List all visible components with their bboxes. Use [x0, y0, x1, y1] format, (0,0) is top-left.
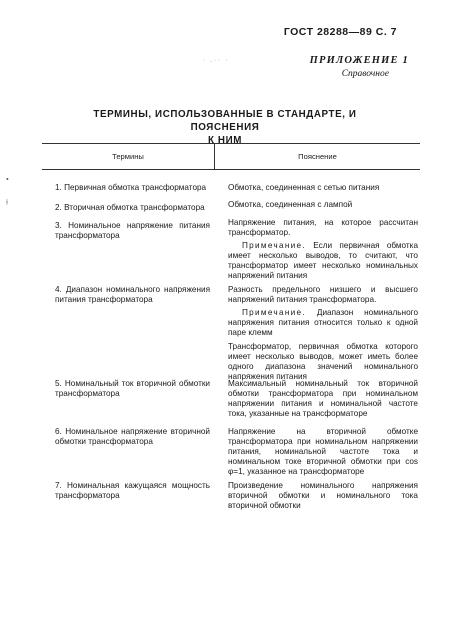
term-5: 5. Номинальный ток вторичной обмотки трансформатора	[55, 379, 210, 398]
page-title-line-1: ТЕРМИНЫ, ИСПОЛЬЗОВАННЫЕ В СТАНДАРТЕ, И ПОЯСНЕНИЯ	[93, 109, 357, 133]
explanation-4: Разность предельного низшего и высшего напряжений питания трансформатора.	[228, 285, 418, 304]
note-1-lead: Примечание.	[242, 241, 306, 250]
term-4: 4. Диапазон номинального напряжения питания трансформатора	[55, 285, 210, 304]
margin-mark: •	[6, 175, 9, 184]
term-1: 1. Первичная обмотка трансформатора	[55, 183, 207, 192]
standard-code: ГОСТ 28288—89 С. 7	[283, 26, 397, 38]
note-2	[228, 308, 418, 338]
note-1-text: Если первичная обмотка имеет несколько выводов, то считают, что трансформатор имеет несколько номинальных напряжений питания	[228, 241, 418, 280]
page-title	[60, 108, 390, 147]
column-header-terms: Термины	[112, 152, 144, 161]
term-7: 7. Номинальная кажущаяся мощность трансформатора	[55, 481, 210, 500]
note-1	[228, 241, 418, 281]
explanation-4b: Трансформатор, первичная обмотка которого имеет несколько выводов, может иметь более одного диапазона значений номинального напряжения питания	[228, 342, 418, 381]
table-top-rule	[42, 143, 420, 144]
explanation-7: Произведение номинального напряжения вторичной обмотки и номинального тока вторичной обмотки	[228, 481, 418, 510]
table-header-rule	[42, 169, 420, 170]
note-2-text: Диапазон номинального напряжения питания относится только к одной паре клемм	[228, 308, 418, 337]
column-header-explanation: Пояснение	[298, 152, 337, 161]
margin-mark: ǂ	[6, 198, 8, 207]
term-6: 6. Номинальное напряжение вторичной обмотки трансформатора	[55, 427, 210, 446]
explanation-1: Обмотка, соединенная с сетью питания	[228, 183, 380, 192]
page-title-line-2: К НИМ	[208, 135, 242, 146]
appendix-type: Справочное	[341, 69, 389, 79]
note-2-lead: Примечание.	[242, 308, 306, 317]
explanation-2: Обмотка, соединенная с лампой	[228, 200, 353, 209]
explanation-3: Напряжение питания, на которое рассчитан трансформатор.	[228, 218, 418, 237]
term-2: 2. Вторичная обмотка трансформатора	[55, 203, 205, 212]
explanation-5: Максимальный номинальный ток вторичной обмотки трансформатора при номинальном напряжении питания и номинальной частоте тока, указанные на трансформаторе	[228, 379, 418, 418]
term-3: 3. Номинальное напряжение питания трансформатора	[55, 221, 210, 240]
appendix-title: ПРИЛОЖЕНИЕ 1	[309, 55, 409, 66]
explanation-6: Напряжение на вторичной обмотке трансформатора при номинальном напряжении питания, номинальной частоте тока и номинальном токе вторичной обмотки при cos φ=1, указанное на трансформаторе	[228, 427, 418, 476]
scan-speck: · .·· ·	[203, 58, 230, 64]
